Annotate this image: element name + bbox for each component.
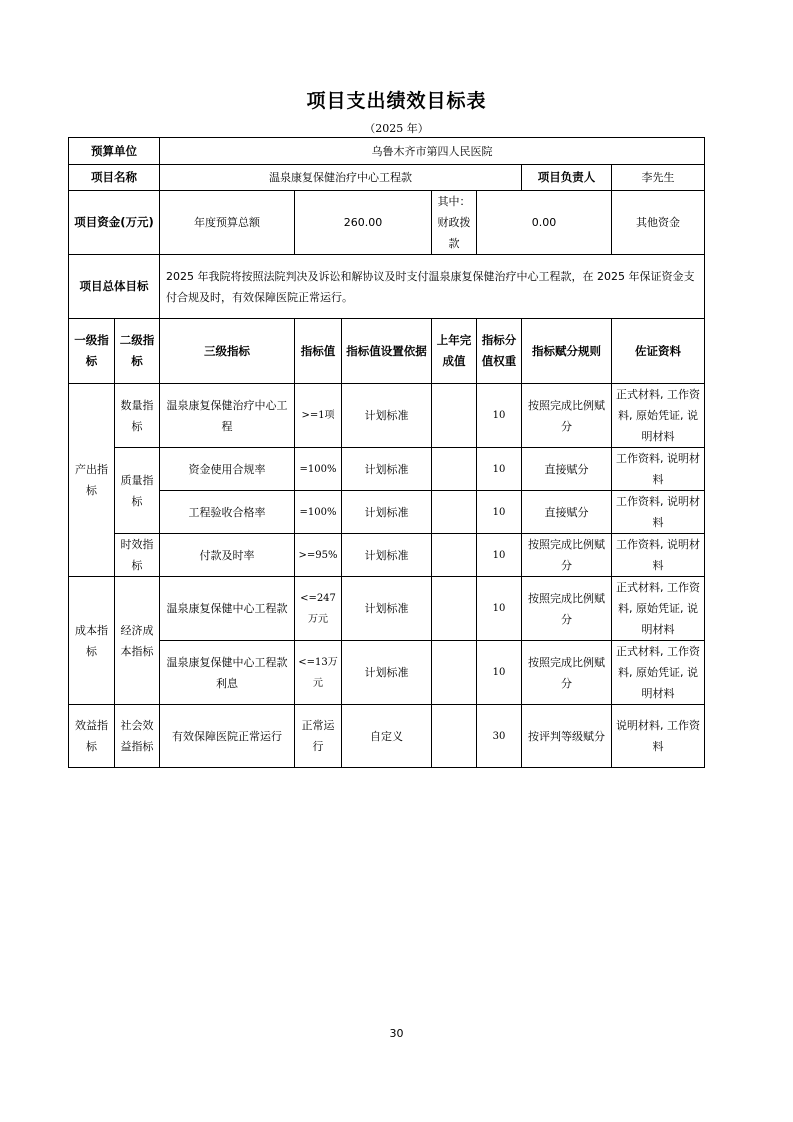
header-evidence: 佐证资料: [612, 319, 705, 384]
budget-unit-value: 乌鲁木齐市第四人民医院: [160, 138, 705, 165]
table-row-level3: 付款及时率: [160, 534, 295, 577]
overall-goal-label: 项目总体目标: [69, 255, 160, 319]
page-number: 30: [389, 1027, 404, 1040]
table-row-value: 正常运行: [295, 705, 342, 768]
table-row-basis: 计划标准: [342, 448, 432, 491]
project-leader-value: 李先生: [612, 165, 705, 191]
annual-total-value: 260.00: [295, 191, 432, 255]
table-row-level3: 资金使用合规率: [160, 448, 295, 491]
fiscal-label: 其中：财政拨款: [432, 191, 477, 255]
table-row-value: <=13万元: [295, 641, 342, 705]
table-row-level3: 温泉康复保健中心工程款利息: [160, 641, 295, 705]
table-row-value: =100%: [295, 448, 342, 491]
table-row-weight: 30: [477, 705, 522, 768]
table-row-weight: 10: [477, 577, 522, 641]
table-row-weight: 10: [477, 448, 522, 491]
table-row-weight: 10: [477, 534, 522, 577]
table-row-last: [432, 577, 477, 641]
table-row-weight: 10: [477, 491, 522, 534]
table-row-level3: 温泉康复保健中心工程款: [160, 577, 295, 641]
year-label: （2025 年）: [364, 122, 429, 135]
table-row-evidence: 正式材料, 工作资料, 原始凭证, 说明材料: [612, 641, 705, 705]
table-row-evidence: 工作资料, 说明材料: [612, 448, 705, 491]
table-row-last: [432, 384, 477, 448]
table-row-evidence: 正式材料, 工作资料, 原始凭证, 说明材料: [612, 384, 705, 448]
sub-quantity: 数量指标: [115, 384, 160, 448]
table-row-level3: 工程验收合格率: [160, 491, 295, 534]
group-output: 产出指标: [69, 384, 115, 577]
performance-target-table: [68, 137, 705, 768]
table-row-rule: 直接赋分: [522, 448, 612, 491]
overall-goal-text: 2025 年我院将按照法院判决及诉讼和解协议及时支付温泉康复保健治疗中心工程款，在 2025 年保证资金支付合规及时，有效保障医院正常运行。: [160, 255, 705, 319]
table-row-basis: 计划标准: [342, 577, 432, 641]
header-last-year: 上年完成值: [432, 319, 477, 384]
header-rule: 指标赋分规则: [522, 319, 612, 384]
table-row-value: =100%: [295, 491, 342, 534]
table-row-basis: 自定义: [342, 705, 432, 768]
page-title: 项目支出绩效目标表: [306, 90, 487, 112]
table-row-rule: 按照完成比例赋分: [522, 384, 612, 448]
table-row-basis: 计划标准: [342, 491, 432, 534]
table-row-last: [432, 491, 477, 534]
other-funds-label: 其他资金: [612, 191, 705, 255]
project-name-label: 项目名称: [69, 165, 160, 191]
budget-unit-label: 预算单位: [69, 138, 160, 165]
sub-social-benefit: 社会效益指标: [115, 705, 160, 768]
table-row-rule: 直接赋分: [522, 491, 612, 534]
table-row-level3: 温泉康复保健治疗中心工程: [160, 384, 295, 448]
table-row-basis: 计划标准: [342, 641, 432, 705]
table-row-weight: 10: [477, 384, 522, 448]
table-row-evidence: 正式材料, 工作资料, 原始凭证, 说明材料: [612, 577, 705, 641]
table-row-rule: 按照完成比例赋分: [522, 534, 612, 577]
annual-total-label: 年度预算总额: [160, 191, 295, 255]
project-name-value: 温泉康复保健治疗中心工程款: [160, 165, 522, 191]
project-leader-label: 项目负责人: [522, 165, 612, 191]
sub-economic-cost: 经济成本指标: [115, 577, 160, 705]
header-level2: 二级指标: [115, 319, 160, 384]
table-row-last: [432, 448, 477, 491]
table-row-rule: 按照完成比例赋分: [522, 577, 612, 641]
table-row-weight: 10: [477, 641, 522, 705]
fiscal-value: 0.00: [477, 191, 612, 255]
table-row-value: >=1项: [295, 384, 342, 448]
project-funds-label: 项目资金(万元): [69, 191, 160, 255]
table-row-last: [432, 641, 477, 705]
table-row-basis: 计划标准: [342, 384, 432, 448]
sub-quality: 质量指标: [115, 448, 160, 534]
group-cost: 成本指标: [69, 577, 115, 705]
table-row-evidence: 工作资料, 说明材料: [612, 534, 705, 577]
table-row-level3: 有效保障医院正常运行: [160, 705, 295, 768]
header-indicator-value: 指标值: [295, 319, 342, 384]
header-level3: 三级指标: [160, 319, 295, 384]
table-row-evidence: 说明材料, 工作资料: [612, 705, 705, 768]
table-row-value: >=95%: [295, 534, 342, 577]
header-level1: 一级指标: [69, 319, 115, 384]
table-row-value: <=247万元: [295, 577, 342, 641]
table-row-rule: 按评判等级赋分: [522, 705, 612, 768]
table-row-rule: 按照完成比例赋分: [522, 641, 612, 705]
table-row-last: [432, 534, 477, 577]
group-benefit: 效益指标: [69, 705, 115, 768]
table-row-last: [432, 705, 477, 768]
table-row-basis: 计划标准: [342, 534, 432, 577]
sub-timeliness: 时效指标: [115, 534, 160, 577]
header-basis: 指标值设置依据: [342, 319, 432, 384]
header-weight: 指标分值权重: [477, 319, 522, 384]
table-row-evidence: 工作资料, 说明材料: [612, 491, 705, 534]
